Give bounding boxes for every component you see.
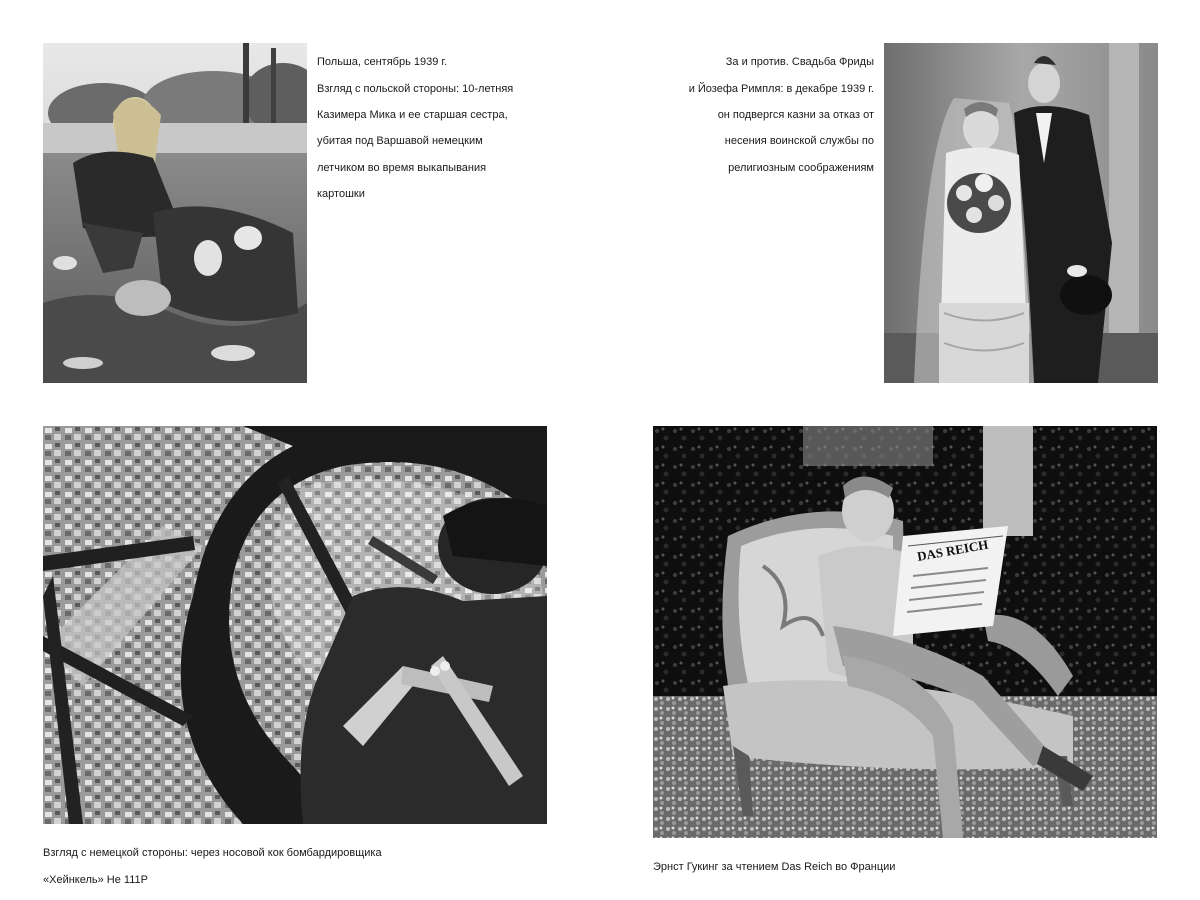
- caption-line: убитая под Варшавой немецким: [317, 135, 483, 148]
- caption-photo-reader: [653, 848, 1153, 888]
- photo-bomber-nose: [43, 426, 547, 824]
- caption-line: За и против. Свадьба Фриды: [725, 56, 874, 69]
- caption-line: религиозным соображениям: [728, 161, 874, 174]
- caption-line: он подвергся казни за отказ от: [717, 109, 874, 122]
- newspaper-masthead: DAS REICH: [915, 536, 990, 564]
- photo-wedding-portrait: [884, 43, 1158, 383]
- photo-girl-grieving: [43, 43, 307, 383]
- caption-line: и Йозефа Римпля: в декабре 1939 г.: [688, 82, 874, 95]
- caption-line: «Хейнкель» He 111P: [43, 873, 148, 886]
- caption-photo-bomber: [43, 834, 563, 900]
- caption-line: картошки: [317, 188, 365, 201]
- caption-line: летчиком во время выкапывания: [317, 161, 487, 174]
- caption-line: Казимера Мика и ее старшая сестра,: [317, 109, 508, 122]
- caption-line: Эрнст Гукинг за чтением Das Reich во Франции: [653, 861, 896, 874]
- caption-photo-wedding: [640, 43, 874, 188]
- caption-photo-girl: [317, 43, 557, 215]
- caption-line: Взгляд с немецкой стороны: через носовой кок бомбардировщика: [43, 847, 382, 860]
- photo-man-reading-newspaper: [653, 426, 1157, 838]
- caption-line: Польша, сентябрь 1939 г.: [317, 56, 448, 69]
- caption-line: Взгляд с польской стороны: 10-летняя: [317, 82, 514, 95]
- caption-line: несения воинской службы по: [724, 135, 874, 148]
